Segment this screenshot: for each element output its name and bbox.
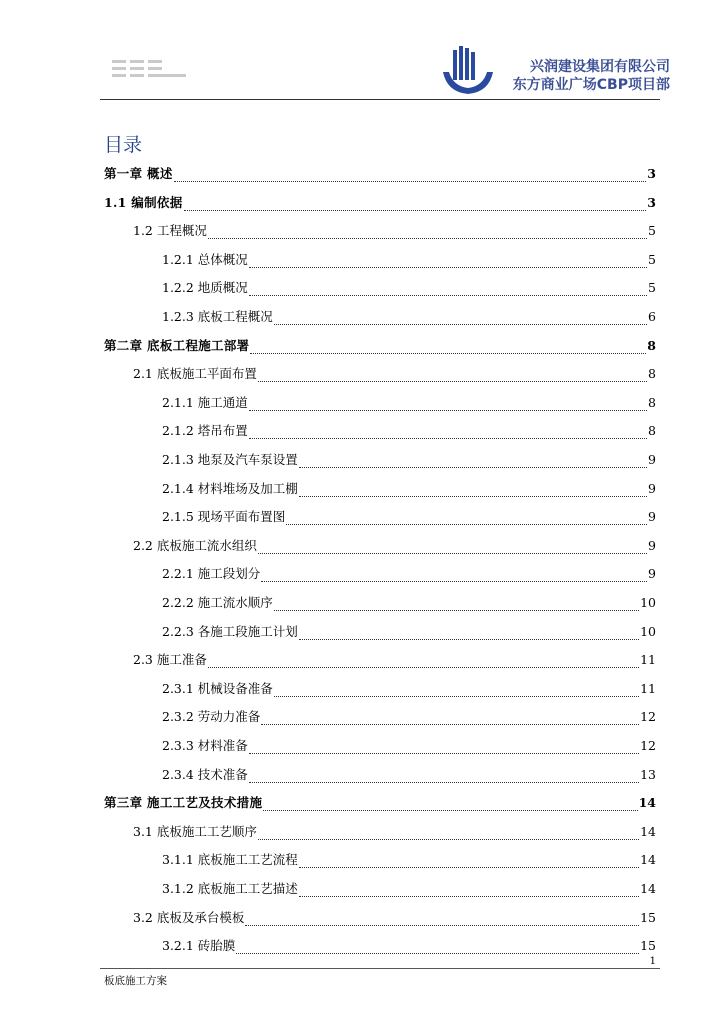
footer-doc-name: 板底施工方案: [104, 975, 167, 987]
toc-entry-label: 2.2 底板施工流水组织: [133, 537, 257, 553]
toc-leader-dots: [263, 798, 637, 811]
toc-entry-page: 14: [640, 823, 656, 839]
header-divider: [100, 99, 660, 100]
page-header: [0, 0, 724, 105]
toc-entry-label: 2.1 底板施工平面布置: [133, 366, 257, 382]
toc-entry[interactable]: [162, 276, 656, 296]
toc-title: 目录: [104, 134, 143, 156]
toc-leader-dots: [249, 283, 647, 296]
toc-entry[interactable]: [162, 448, 656, 468]
toc-leader-dots: [258, 827, 639, 840]
toc-entry-page: 10: [640, 595, 656, 610]
toc-entry[interactable]: [133, 820, 656, 840]
toc-entry-label: 2.3.1 机械设备准备: [162, 680, 273, 696]
toc-entry[interactable]: [133, 906, 656, 926]
toc-entry[interactable]: [162, 848, 656, 868]
toc-entry-page: 9: [648, 537, 656, 553]
toc-entry[interactable]: [162, 562, 656, 582]
toc-entry-page: 8: [648, 423, 656, 439]
toc-entry-label: 3.1 底板施工工艺顺序: [133, 823, 257, 839]
toc-entry[interactable]: [162, 505, 656, 525]
toc-entry-page: 8: [647, 337, 656, 353]
toc-leader-dots: [274, 684, 639, 697]
toc-entry-label: 第三章 施工工艺及技术措施: [104, 795, 263, 811]
toc-entry-page: 6: [648, 309, 656, 324]
toc-entry[interactable]: [133, 648, 656, 668]
toc-entry[interactable]: [133, 219, 656, 239]
toc-entry[interactable]: [162, 591, 656, 611]
toc-entry[interactable]: [104, 791, 656, 811]
toc-entry-label: 2.1.4 材料堆场及加工棚: [162, 480, 298, 496]
toc-entry-label: 2.1.3 地泵及汽车泵设置: [162, 452, 298, 467]
toc-leader-dots: [184, 198, 647, 211]
toc-entry-page: 14: [638, 795, 656, 811]
page-number: 1: [649, 956, 656, 967]
company-logo-icon: [441, 46, 495, 96]
toc-leader-dots: [208, 655, 639, 668]
toc-entry-page: 8: [648, 366, 656, 382]
toc-entry-page: 10: [640, 623, 656, 639]
company-name: [500, 58, 670, 94]
toc-entry-label: 1.2.1 总体概况: [162, 251, 248, 267]
toc-entry-page: 15: [640, 909, 656, 925]
toc-entry[interactable]: [162, 677, 656, 697]
toc-entry-page: 11: [640, 680, 656, 696]
toc-entry-label: 2.3 施工准备: [133, 652, 207, 668]
toc-entry-label: 2.2.1 施工段划分: [162, 566, 261, 582]
toc-entry-label: 第一章 概述: [104, 166, 173, 181]
toc-entry-label: 1.1 编制依据: [104, 194, 183, 210]
toc-entry[interactable]: [104, 191, 656, 211]
toc-leader-dots: [249, 770, 639, 783]
toc-leader-dots: [261, 712, 639, 725]
toc-entry[interactable]: [162, 763, 656, 783]
toc-entry[interactable]: [162, 620, 656, 640]
toc-entry-page: 12: [640, 738, 656, 753]
toc-entry[interactable]: [133, 362, 656, 382]
toc-leader-dots: [250, 341, 646, 354]
toc-entry-page: 5: [648, 280, 656, 296]
toc-leader-dots: [249, 426, 647, 439]
toc-entry-label: 2.3.4 技术准备: [162, 766, 248, 782]
toc-entry-label: 第二章 底板工程施工部署: [104, 337, 250, 353]
toc-entry-label: 2.3.3 材料准备: [162, 738, 248, 753]
footer-divider: [100, 968, 660, 969]
toc-entry[interactable]: [162, 877, 656, 897]
toc-entry-page: 9: [648, 452, 656, 467]
toc-leader-dots: [249, 398, 647, 411]
toc-entry-label: 2.2.3 各施工段施工计划: [162, 623, 298, 639]
toc-entry-label: 1.2.3 底板工程概况: [162, 309, 273, 324]
toc-entry-label: 3.2 底板及承台模板: [133, 909, 245, 925]
toc-entry-page: 11: [640, 652, 656, 668]
toc-entry[interactable]: [162, 419, 656, 439]
toc-entry-label: 3.2.1 砖胎膜: [162, 938, 236, 954]
toc-entry[interactable]: [133, 534, 656, 554]
toc-entry-page: 14: [640, 852, 656, 868]
toc-entry-page: 9: [648, 566, 656, 582]
toc-entry-label: 3.1.1 底板施工工艺流程: [162, 852, 298, 868]
toc-entry-page: 13: [640, 766, 656, 782]
toc-entry-page: 9: [648, 480, 656, 496]
toc-leader-dots: [208, 226, 647, 239]
toc-entry-label: 1.2.2 地质概况: [162, 280, 248, 296]
toc-leader-dots: [261, 569, 647, 582]
toc-leader-dots: [249, 741, 639, 754]
toc-entry-page: 14: [640, 881, 656, 896]
toc-entry[interactable]: [162, 705, 656, 725]
toc-entry[interactable]: [104, 334, 656, 354]
toc-entry-label: 2.2.2 施工流水顺序: [162, 595, 273, 610]
left-logo-icon: [110, 58, 190, 82]
toc-leader-dots: [249, 255, 647, 268]
toc-leader-dots: [299, 884, 639, 897]
toc-leader-dots: [299, 855, 639, 868]
toc-entry-page: 15: [640, 938, 656, 954]
toc-entry-page: 5: [648, 223, 656, 239]
toc-leader-dots: [258, 541, 647, 554]
company-name-line1: 兴润建设集团有限公司: [530, 59, 670, 75]
company-name-line2: 东方商业广场CBP项目部: [512, 77, 670, 93]
toc-entry[interactable]: [162, 305, 656, 325]
toc-entry[interactable]: [162, 391, 656, 411]
toc-leader-dots: [174, 169, 647, 182]
toc-entry[interactable]: [162, 477, 656, 497]
toc-leader-dots: [236, 941, 639, 954]
toc-entry-page: 12: [640, 709, 656, 725]
toc-entry-label: 2.1.1 施工通道: [162, 394, 248, 410]
toc-leader-dots: [274, 312, 647, 325]
toc-entry-page: 3: [647, 194, 656, 210]
toc-entry-page: 5: [648, 251, 656, 267]
toc-leader-dots: [286, 512, 647, 525]
toc-leader-dots: [245, 913, 639, 926]
toc-entry[interactable]: [162, 248, 656, 268]
toc-entry-label: 1.2 工程概况: [133, 223, 207, 239]
toc-leader-dots: [299, 484, 647, 497]
toc-entry-page: 8: [648, 394, 656, 410]
toc-entry-label: 2.1.2 塔吊布置: [162, 423, 248, 439]
toc-entry[interactable]: [162, 934, 656, 954]
toc-entry-label: 3.1.2 底板施工工艺描述: [162, 881, 298, 896]
toc-leader-dots: [274, 598, 639, 611]
toc-leader-dots: [258, 369, 647, 382]
toc-entry[interactable]: [104, 162, 656, 182]
toc-entry-label: 2.3.2 劳动力准备: [162, 709, 261, 725]
toc-entry[interactable]: [162, 734, 656, 754]
toc-entry-label: 2.1.5 现场平面布置图: [162, 509, 286, 525]
toc-entry-page: 3: [647, 166, 656, 181]
toc-leader-dots: [299, 627, 639, 640]
toc-leader-dots: [299, 455, 647, 468]
toc-entry-page: 9: [648, 509, 656, 525]
